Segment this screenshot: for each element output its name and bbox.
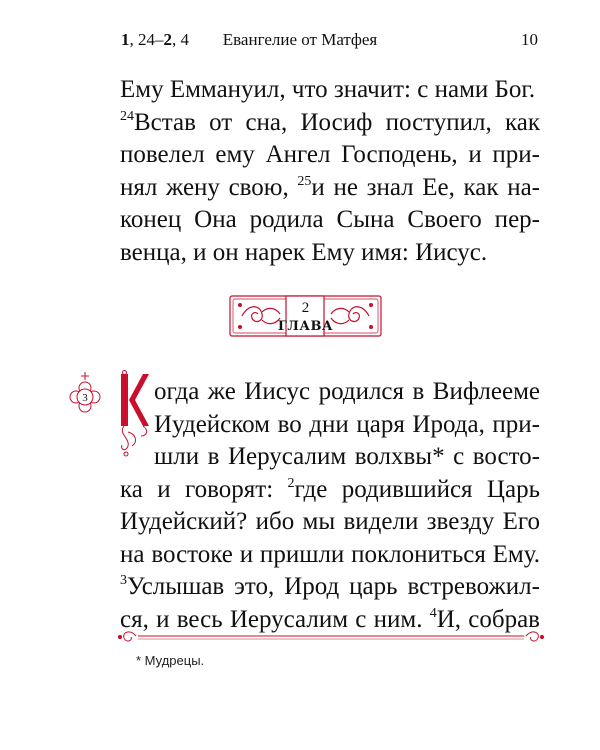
text-line: огда же Иисус родился в Вифлееме <box>154 378 540 405</box>
verse-number: 4 <box>429 605 437 621</box>
chapter-label: ГЛАВА <box>277 319 334 334</box>
verse-number: 2 <box>287 475 295 491</box>
text-line: Ему Еммануил, что значит: с нами Бог. <box>120 76 536 103</box>
book-title: Евангелие от Матфея <box>222 30 378 49</box>
text-line: нял жену свою, $^{25}$и не знал Ее, как на- <box>120 173 540 201</box>
page-header <box>0 30 600 54</box>
text-block-chapter-1-end <box>120 74 540 269</box>
text-line: Иудейском во дни царя Ирода, при- <box>154 410 540 438</box>
text-line: повелел ему Ангел Господень, и при- <box>120 141 540 168</box>
text-line: ка и говорят: $^2$где родившийся Царь <box>120 475 540 503</box>
text-line: конец Она родила Сына Своего пер- <box>120 206 540 233</box>
page-number: 10 <box>521 30 538 49</box>
text-line: $^3$Услышав это, Ирод царь встревожил- <box>120 573 540 600</box>
text-line: Иудейский? ибо мы видели звезду Его <box>120 508 540 535</box>
verse-number: 3 <box>120 573 127 588</box>
verse-marker-number: 3 <box>82 392 88 404</box>
text-line: ся, и весь Иерусалим с ним. $^4$И, собрав <box>120 605 540 633</box>
footnote: * Мудрецы. <box>136 653 205 668</box>
footnote-divider-ornament <box>116 628 546 644</box>
chapter-number: 2 <box>301 300 310 316</box>
text-line: венца, и он нарек Ему имя: Иисус. <box>120 238 488 266</box>
verse-number: 25 <box>297 173 312 189</box>
text-line: на востоке и пришли поклониться Ему. <box>120 540 540 568</box>
chapter-verse-reference: 1, 24–2, 4 <box>121 30 189 49</box>
text-line: шли в Иерусалим волхвы* с восто- <box>154 443 540 470</box>
chapter-heading-ornament <box>228 292 383 342</box>
verse-number: 24 <box>120 108 134 124</box>
text-block-chapter-2 <box>120 376 540 636</box>
verse-number-marker <box>66 371 104 419</box>
text-line: $^{24}$Встав от сна, Иосиф поступил, как <box>120 108 540 136</box>
